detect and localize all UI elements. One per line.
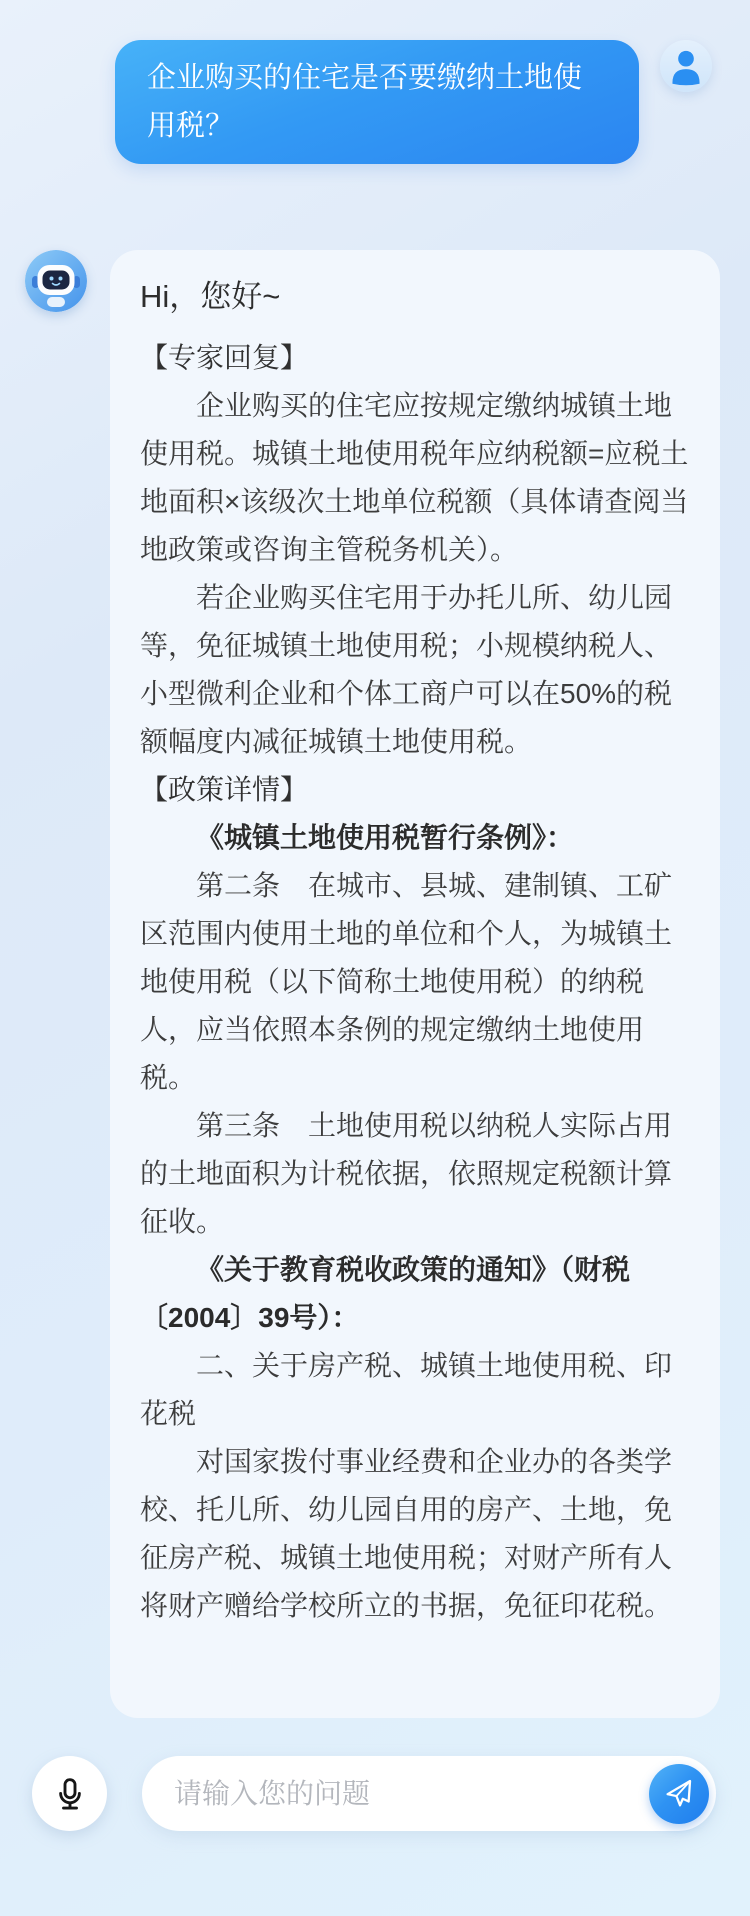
notice-section: 二、关于房产税、城镇土地使用税、印花税 (140, 1350, 673, 1429)
user-message-row (0, 0, 750, 164)
user-avatar (660, 40, 712, 92)
user-message-bubble (115, 40, 639, 164)
bot-greeting: Hi，您好~ (140, 279, 281, 314)
bot-message-bubble (110, 250, 720, 1718)
send-button[interactable] (649, 1764, 709, 1824)
bot-message-row (0, 250, 750, 1718)
regulation-article: 第三条 土地使用税以纳税人实际占用的土地面积为计税依据，依照规定税额计算征收。 (140, 1110, 673, 1237)
person-icon (661, 41, 711, 91)
robot-icon (25, 250, 87, 312)
notice-body: 对国家拨付事业经费和企业办的各类学校、托儿所、幼儿园自用的房产、土地，免征房产税、城镇土地使用税；对财产所有人将财产赠给学校所立的书据，免征印花税。 (140, 1446, 673, 1621)
regulation-article: 第二条 在城市、县城、建制镇、工矿区范围内使用土地的单位和个人，为城镇土地使用税（以下简称土地使用税）的纳税人，应当依照本条例的规定缴纳土地使用税。 (140, 870, 673, 1093)
paper-plane-icon (662, 1777, 696, 1811)
answer-paragraph: 企业购买的住宅应按规定缴纳城镇土地使用税。城镇土地使用税年应纳税额=应税土地面积×该级次土地单位税额（具体请查阅当地政策或咨询主管税务机关）。 (140, 390, 689, 565)
voice-input-button[interactable] (32, 1756, 107, 1831)
notice-title: 《关于教育税收政策的通知》（财税〔2004〕39号）： (140, 1254, 631, 1333)
bot-avatar (25, 250, 87, 312)
answer-paragraph: 若企业购买住宅用于办托儿所、幼儿园等，免征城镇土地使用税；小规模纳税人、小型微利企业和个体工商户可以在50%的税额幅度内减征城镇土地使用税。 (140, 582, 673, 757)
expert-reply-header: 【专家回复】 (140, 342, 309, 373)
microphone-icon (50, 1774, 90, 1814)
message-input-pill (142, 1756, 716, 1831)
regulation-title: 《城镇土地使用税暂行条例》： (196, 822, 575, 853)
user-message-text: 企业购买的住宅是否要缴纳土地使用税？ (147, 62, 583, 142)
policy-details-header: 【政策详情】 (140, 774, 309, 805)
input-bar (0, 1756, 750, 1831)
question-input[interactable] (142, 1778, 649, 1810)
